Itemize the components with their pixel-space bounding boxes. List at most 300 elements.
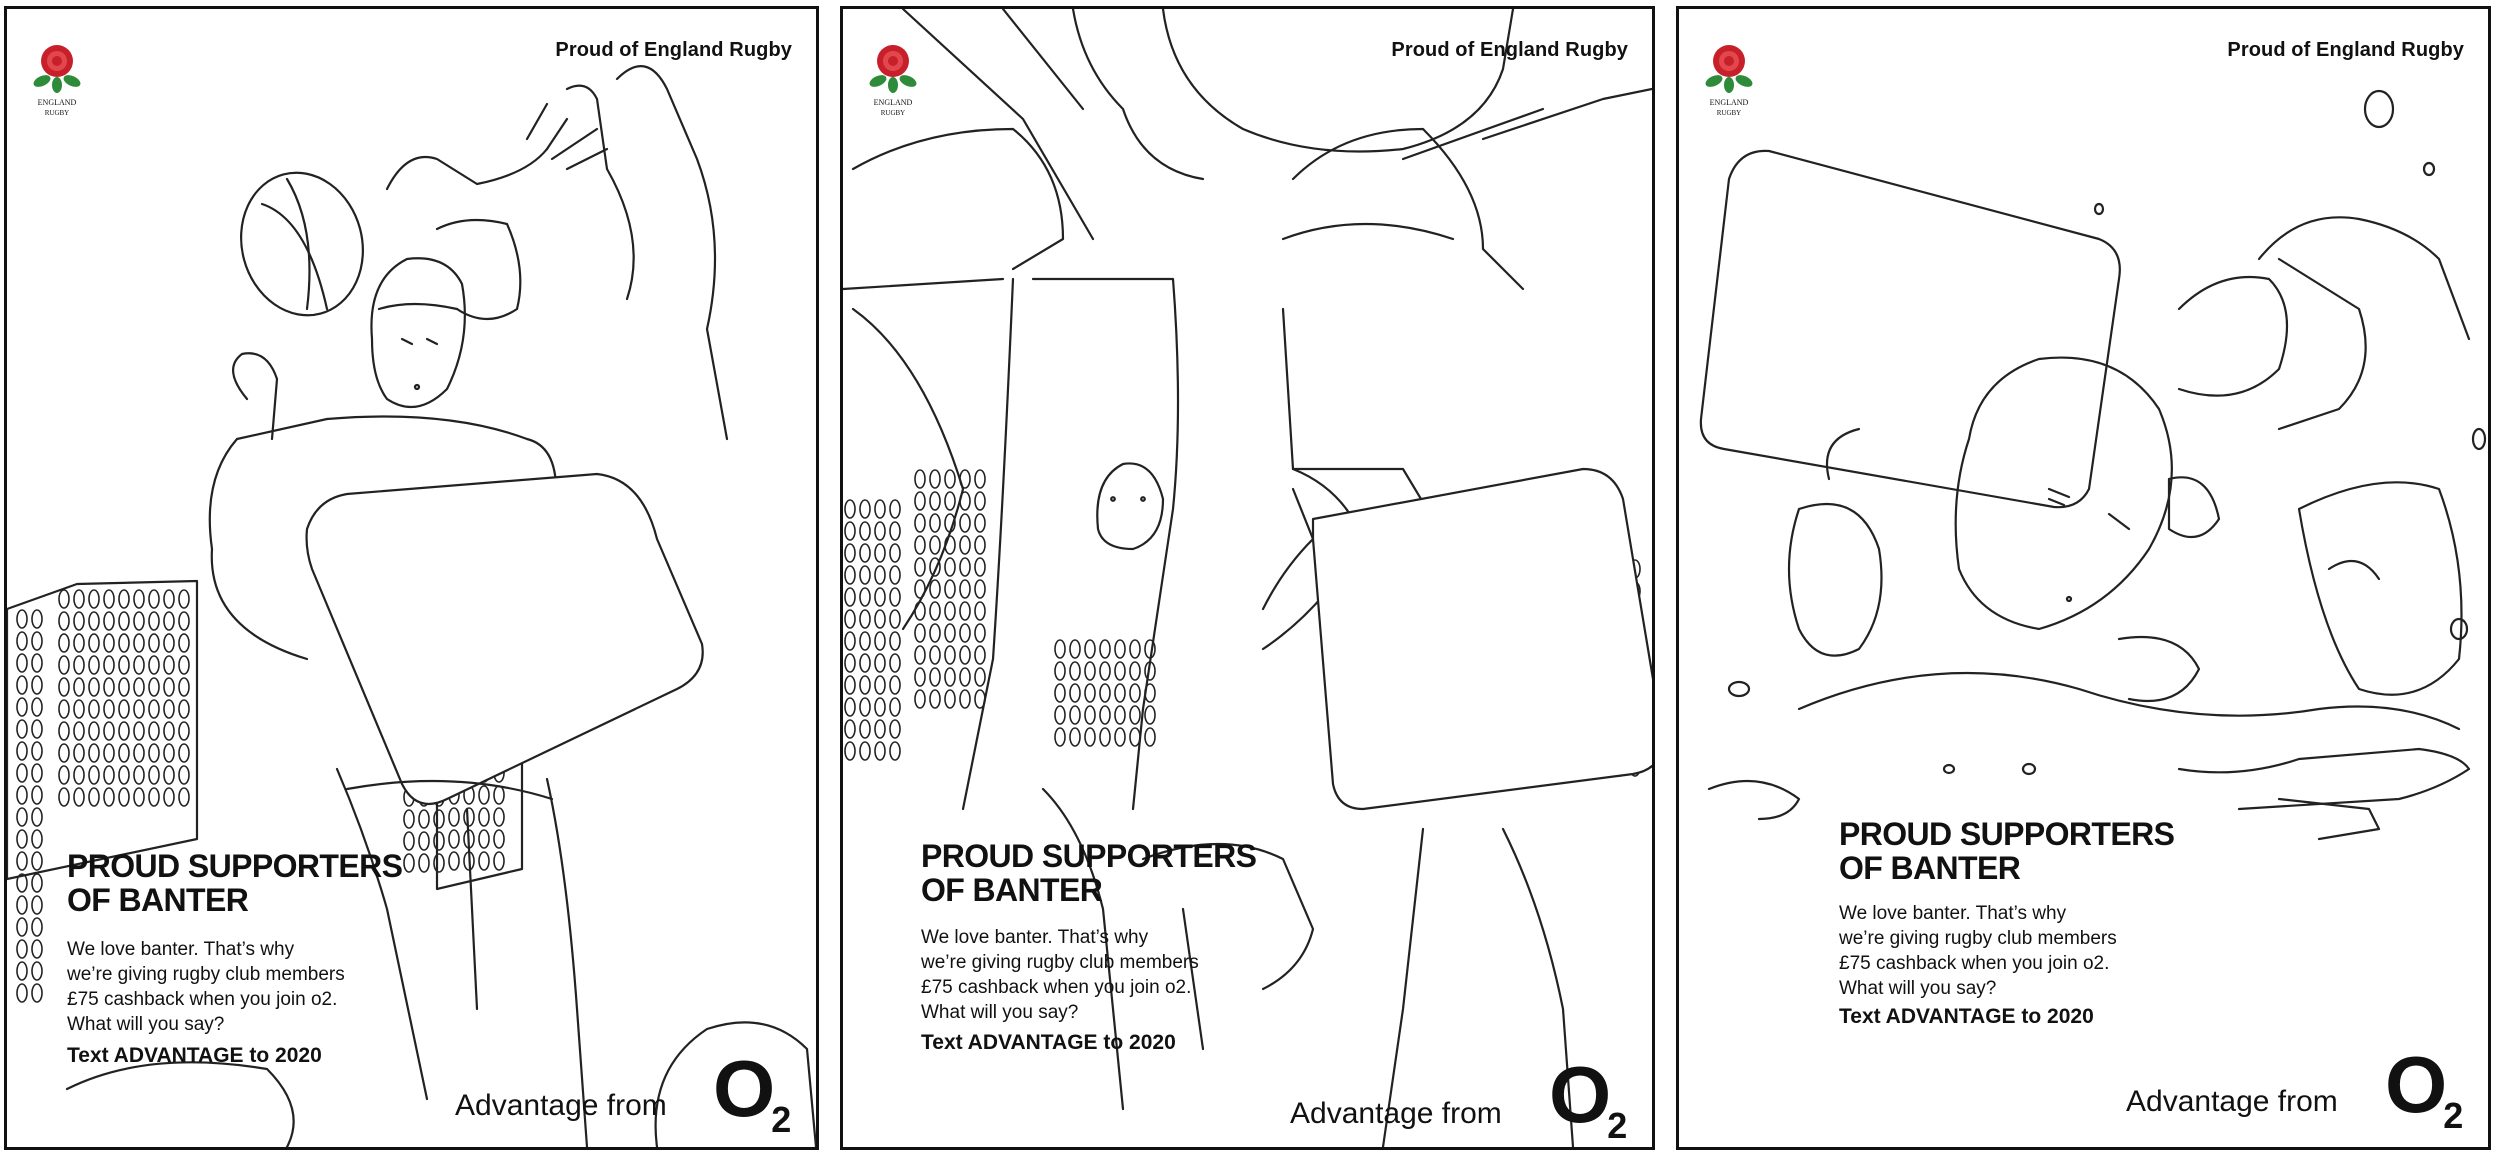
crowd-mark [164, 612, 174, 630]
headline-line-1: PROUD SUPPORTERS [921, 838, 1257, 874]
crowd-mark [494, 786, 504, 804]
crowd-mark [134, 766, 144, 784]
crowd-mark [149, 788, 159, 806]
o2-logo [2385, 1040, 2462, 1140]
crowd-mark [930, 624, 940, 642]
body-line-3: £75 cashback when you join o2. [1839, 953, 2110, 974]
body-line-1: We love banter. That’s why [1839, 903, 2067, 924]
crowd-mark [449, 808, 459, 826]
crowd-mark [119, 788, 129, 806]
crowd-mark [1100, 706, 1110, 724]
crowd-mark [1055, 706, 1065, 724]
crowd-mark [179, 766, 189, 784]
crowd-mark [875, 742, 885, 760]
crowd-mark [890, 522, 900, 540]
crowd-mark [860, 632, 870, 650]
crowd-mark [845, 742, 855, 760]
tagline: Proud of England Rugby [1391, 39, 1628, 61]
crowd-mark [419, 854, 429, 872]
crowd-mark [104, 744, 114, 762]
crowd-mark [915, 514, 925, 532]
crowd-mark [149, 744, 159, 762]
crowd-mark [930, 470, 940, 488]
crowd-mark [59, 678, 69, 696]
crowd-mark [89, 766, 99, 784]
call-to-action: Text ADVANTAGE to 2020 [921, 1031, 1176, 1054]
crowd-mark [479, 830, 489, 848]
crowd-mark [164, 766, 174, 784]
crowd-mark [945, 470, 955, 488]
crowd-mark [17, 852, 27, 870]
crowd-mark [179, 722, 189, 740]
crowd-mark [1100, 662, 1110, 680]
crowd-mark [434, 832, 444, 850]
crowd-mark [479, 786, 489, 804]
headline [1839, 817, 2174, 885]
crowd-mark [134, 590, 144, 608]
england-rugby-rose-logo [1701, 39, 1757, 125]
crowd-mark [74, 612, 84, 630]
crowd-mark [1055, 728, 1065, 746]
body-line-2: we’re giving rugby club members [67, 964, 345, 985]
crowd-mark [134, 656, 144, 674]
body-line-2: we’re giving rugby club members [921, 952, 1199, 973]
crowd-mark [179, 678, 189, 696]
crowd-mark [945, 646, 955, 664]
crowd-mark [32, 896, 42, 914]
crowd-mark [89, 656, 99, 674]
crowd-mark [930, 514, 940, 532]
crowd-mark [74, 766, 84, 784]
tagline: Proud of England Rugby [555, 39, 792, 61]
crowd-mark [875, 544, 885, 562]
crowd-mark [17, 764, 27, 782]
crowd-mark [845, 500, 855, 518]
crowd-mark [119, 634, 129, 652]
crowd-mark [59, 634, 69, 652]
crowd-mark [419, 810, 429, 828]
crowd-mark [17, 984, 27, 1002]
crowd-mark [945, 624, 955, 642]
crowd-mark [890, 500, 900, 518]
crowd-mark [149, 612, 159, 630]
crowd-mark [104, 700, 114, 718]
crowd-mark [17, 962, 27, 980]
crowd-mark [89, 678, 99, 696]
crowd-mark [17, 676, 27, 694]
crowd-mark [845, 566, 855, 584]
crowd-mark [960, 646, 970, 664]
crowd-mark [1070, 728, 1080, 746]
crowd-mark [164, 590, 174, 608]
tagline: Proud of England Rugby [2227, 39, 2464, 61]
svg-text:ENGLAND: ENGLAND [873, 98, 913, 107]
crowd-mark [1145, 728, 1155, 746]
poster-1 [4, 6, 819, 1150]
crowd-mark [89, 612, 99, 630]
crowd-mark [104, 678, 114, 696]
crowd-mark [960, 690, 970, 708]
crowd-mark [960, 668, 970, 686]
crowd-mark [119, 590, 129, 608]
crowd-mark [860, 500, 870, 518]
crowd-mark [960, 580, 970, 598]
crowd-mark [875, 676, 885, 694]
crowd-mark [74, 678, 84, 696]
crowd-mark [1115, 706, 1125, 724]
crowd-mark [74, 700, 84, 718]
svg-text:RUGBY: RUGBY [1716, 109, 1742, 117]
crowd-mark [59, 788, 69, 806]
crowd-mark [149, 590, 159, 608]
crowd-mark [32, 698, 42, 716]
crowd-mark [975, 624, 985, 642]
advantage-from-text: Advantage from [455, 1089, 667, 1122]
crowd-mark [74, 788, 84, 806]
crowd-mark [119, 744, 129, 762]
body-line-3: £75 cashback when you join o2. [67, 989, 338, 1010]
headline-line-2: OF BANTER [921, 872, 1103, 908]
crowd-mark [17, 698, 27, 716]
crowd-mark [975, 470, 985, 488]
crowd-mark [104, 766, 114, 784]
crowd-mark [119, 700, 129, 718]
body-line-1: We love banter. That’s why [921, 927, 1149, 948]
crowd-mark [975, 514, 985, 532]
o2-subscript: 2 [771, 1099, 790, 1140]
crowd-mark [1085, 684, 1095, 702]
crowd-mark [17, 786, 27, 804]
crowd-mark [860, 522, 870, 540]
crowd-mark [74, 722, 84, 740]
crowd-mark [1085, 706, 1095, 724]
crowd-mark [1115, 728, 1125, 746]
crowd-mark [1130, 684, 1140, 702]
crowd-mark [915, 492, 925, 510]
svg-text:RUGBY: RUGBY [880, 109, 906, 117]
crowd-mark [915, 558, 925, 576]
crowd-mark [860, 654, 870, 672]
crowd-mark [960, 602, 970, 620]
crowd-mark [915, 470, 925, 488]
crowd-mark [890, 610, 900, 628]
crowd-mark [890, 676, 900, 694]
crowd-mark [59, 656, 69, 674]
crowd-mark [945, 580, 955, 598]
crowd-mark [17, 742, 27, 760]
o2-subscript: 2 [2443, 1095, 2462, 1136]
crowd-mark [59, 766, 69, 784]
crowd-mark [860, 566, 870, 584]
crowd-mark [890, 588, 900, 606]
crowd-mark [119, 612, 129, 630]
crowd-mark [1055, 662, 1065, 680]
svg-text:ENGLAND: ENGLAND [1709, 98, 1749, 107]
crowd-mark [494, 808, 504, 826]
crowd-mark [179, 744, 189, 762]
svg-text:RUGBY: RUGBY [44, 109, 70, 117]
crowd-mark [875, 588, 885, 606]
crowd-mark [930, 646, 940, 664]
crowd-mark [179, 590, 189, 608]
crowd-mark [149, 766, 159, 784]
crowd-mark [860, 720, 870, 738]
crowd-mark [449, 830, 459, 848]
crowd-mark [89, 788, 99, 806]
poster-3 [1676, 6, 2491, 1150]
crowd-mark [960, 558, 970, 576]
crowd-mark [164, 788, 174, 806]
crowd-mark [945, 558, 955, 576]
england-rugby-rose-logo [29, 39, 85, 125]
crowd-mark [1070, 662, 1080, 680]
crowd-mark [930, 580, 940, 598]
crowd-mark [17, 918, 27, 936]
crowd-mark [1055, 684, 1065, 702]
body-line-4: What will you say? [67, 1014, 225, 1035]
crowd-mark [59, 700, 69, 718]
crowd-mark [890, 742, 900, 760]
crowd-mark [975, 668, 985, 686]
crowd-mark [975, 536, 985, 554]
call-to-action: Text ADVANTAGE to 2020 [1839, 1005, 2094, 1028]
crowd-mark [119, 656, 129, 674]
crowd-mark [1130, 706, 1140, 724]
crowd-mark [860, 698, 870, 716]
crowd-mark [17, 940, 27, 958]
body-copy [1839, 901, 2169, 1001]
crowd-mark [164, 634, 174, 652]
crowd-mark [845, 654, 855, 672]
crowd-mark [32, 742, 42, 760]
crowd-mark [404, 854, 414, 872]
body-copy [67, 937, 397, 1037]
headline [67, 849, 402, 917]
crowd-mark [32, 918, 42, 936]
crowd-mark [149, 722, 159, 740]
crowd-mark [449, 852, 459, 870]
crowd-mark [930, 668, 940, 686]
headline-line-1: PROUD SUPPORTERS [67, 848, 403, 884]
crowd-mark [860, 588, 870, 606]
crowd-mark [179, 612, 189, 630]
crowd-mark [945, 602, 955, 620]
crowd-mark [1100, 684, 1110, 702]
o2-logo [1549, 1050, 1626, 1150]
crowd-mark [875, 698, 885, 716]
crowd-mark [32, 940, 42, 958]
crowd-mark [845, 698, 855, 716]
crowd-mark [875, 720, 885, 738]
crowd-mark [32, 654, 42, 672]
crowd-mark [845, 610, 855, 628]
headline [921, 839, 1256, 907]
crowd-mark [74, 744, 84, 762]
crowd-mark [930, 602, 940, 620]
crowd-mark [915, 536, 925, 554]
crowd-mark [134, 612, 144, 630]
crowd-mark [915, 668, 925, 686]
england-rugby-rose-logo [865, 39, 921, 125]
headline-line-1: PROUD SUPPORTERS [1839, 816, 2175, 852]
crowd-mark [434, 810, 444, 828]
crowd-mark [1085, 640, 1095, 658]
crowd-mark [149, 656, 159, 674]
body-line-1: We love banter. That’s why [67, 939, 295, 960]
crowd-mark [945, 690, 955, 708]
crowd-mark [975, 602, 985, 620]
crowd-mark [179, 634, 189, 652]
crowd-mark [17, 654, 27, 672]
crowd-mark [1055, 640, 1065, 658]
crowd-mark [134, 788, 144, 806]
crowd-mark [860, 544, 870, 562]
crowd-mark [875, 500, 885, 518]
crowd-mark [104, 590, 114, 608]
crowd-mark [464, 808, 474, 826]
crowd-mark [74, 634, 84, 652]
crowd-mark [945, 492, 955, 510]
body-line-3: £75 cashback when you join o2. [921, 977, 1192, 998]
crowd-mark [930, 536, 940, 554]
crowd-mark [960, 624, 970, 642]
crowd-mark [875, 566, 885, 584]
crowd-mark [960, 536, 970, 554]
body-line-4: What will you say? [1839, 978, 1997, 999]
crowd-mark [164, 722, 174, 740]
crowd-mark [915, 624, 925, 642]
crowd-mark [32, 786, 42, 804]
crowd-mark [104, 722, 114, 740]
crowd-mark [1070, 706, 1080, 724]
o2-logo [713, 1044, 790, 1144]
crowd-mark [164, 678, 174, 696]
crowd-mark [119, 722, 129, 740]
crowd-mark [1100, 640, 1110, 658]
crowd-mark [1115, 640, 1125, 658]
crowd-mark [845, 522, 855, 540]
crowd-mark [32, 720, 42, 738]
crowd-mark [32, 676, 42, 694]
crowd-mark [1085, 662, 1095, 680]
crowd-mark [479, 852, 489, 870]
crowd-mark [149, 678, 159, 696]
crowd-mark [930, 492, 940, 510]
crowd-mark [1085, 728, 1095, 746]
crowd-mark [915, 646, 925, 664]
crowd-mark [119, 766, 129, 784]
crowd-mark [74, 656, 84, 674]
crowd-mark [179, 788, 189, 806]
crowd-mark [32, 874, 42, 892]
crowd-mark [860, 742, 870, 760]
crowd-mark [845, 544, 855, 562]
crowd-mark [104, 612, 114, 630]
o2-letter: O [713, 1044, 774, 1133]
crowd-mark [134, 678, 144, 696]
crowd-mark [32, 610, 42, 628]
crowd-mark [59, 744, 69, 762]
crowd-mark [945, 668, 955, 686]
crowd-mark [32, 852, 42, 870]
crowd-mark [494, 830, 504, 848]
crowd-mark [915, 602, 925, 620]
crowd-mark [89, 700, 99, 718]
crowd-mark [74, 590, 84, 608]
poster-2 [840, 6, 1655, 1150]
crowd-mark [164, 656, 174, 674]
crowd-mark [164, 744, 174, 762]
crowd-mark [890, 566, 900, 584]
crowd-mark [915, 690, 925, 708]
crowd-mark [930, 690, 940, 708]
call-to-action: Text ADVANTAGE to 2020 [67, 1044, 322, 1067]
crowd-mark [104, 656, 114, 674]
crowd-mark [404, 832, 414, 850]
body-line-2: we’re giving rugby club members [1839, 928, 2117, 949]
crowd-mark [32, 808, 42, 826]
crowd-mark [1145, 706, 1155, 724]
crowd-mark [479, 808, 489, 826]
crowd-mark [32, 764, 42, 782]
crowd-mark [32, 632, 42, 650]
crowd-mark [975, 492, 985, 510]
crowd-mark [494, 852, 504, 870]
headline-line-2: OF BANTER [1839, 850, 2021, 886]
advantage-from-text: Advantage from [2126, 1085, 2338, 1118]
crowd-mark [845, 588, 855, 606]
crowd-mark [875, 610, 885, 628]
crowd-mark [134, 722, 144, 740]
crowd-mark [875, 522, 885, 540]
o2-letter: O [1549, 1050, 1610, 1139]
crowd-mark [404, 810, 414, 828]
crowd-mark [860, 676, 870, 694]
crowd-mark [875, 654, 885, 672]
crowd-mark [119, 678, 129, 696]
crowd-mark [17, 632, 27, 650]
crowd-mark [59, 722, 69, 740]
crowd-mark [860, 610, 870, 628]
crowd-mark [890, 720, 900, 738]
crowd-mark [875, 632, 885, 650]
crowd-mark [149, 700, 159, 718]
crowd-mark [134, 700, 144, 718]
crowd-mark [179, 656, 189, 674]
crowd-mark [134, 744, 144, 762]
crowd-mark [89, 634, 99, 652]
headline-line-2: OF BANTER [67, 882, 249, 918]
crowd-mark [890, 698, 900, 716]
crowd-mark [89, 744, 99, 762]
crowd-mark [845, 632, 855, 650]
crowd-mark [164, 700, 174, 718]
crowd-mark [32, 984, 42, 1002]
crowd-mark [1130, 662, 1140, 680]
crowd-mark [32, 962, 42, 980]
crowd-mark [32, 830, 42, 848]
crowd-mark [134, 634, 144, 652]
crowd-mark [89, 722, 99, 740]
crowd-mark [104, 788, 114, 806]
crowd-mark [975, 558, 985, 576]
crowd-mark [890, 654, 900, 672]
crowd-mark [1100, 728, 1110, 746]
svg-text:ENGLAND: ENGLAND [37, 98, 77, 107]
crowd-mark [419, 832, 429, 850]
crowd-mark [17, 610, 27, 628]
crowd-mark [59, 612, 69, 630]
